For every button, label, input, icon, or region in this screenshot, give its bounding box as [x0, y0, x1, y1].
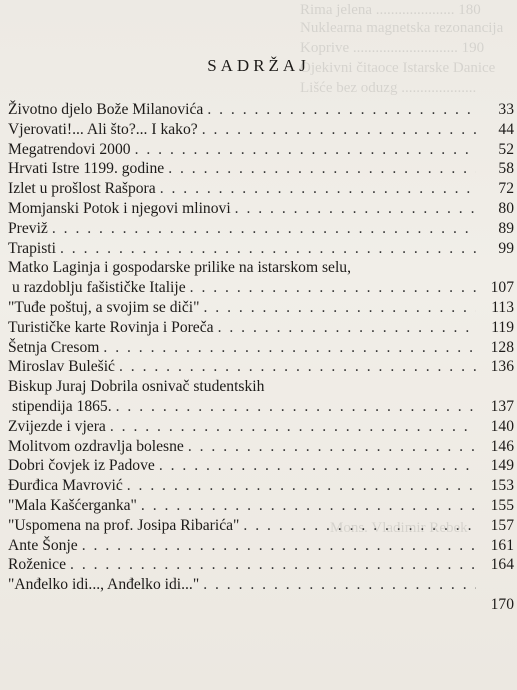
toc-entry-title: Životno djelo Bože Milanovića — [8, 101, 204, 118]
toc-entry-title: Izlet u prošlost Rašpora — [8, 180, 156, 198]
leader-dots — [135, 140, 476, 160]
leader-dots — [127, 476, 476, 496]
toc-entry-page: 155 — [490, 496, 514, 514]
toc-entry-title: Molitvom ozdravlja bolesne — [8, 437, 184, 455]
toc-entry-title-line1: Matko Laginja i gospodarske prilike na istarskom selu, — [8, 259, 351, 277]
toc-entry — [8, 239, 514, 259]
toc-entry — [8, 298, 514, 318]
toc-entry-page: 128 — [490, 338, 514, 356]
toc-entry — [8, 496, 514, 516]
leader-dots — [60, 239, 476, 259]
leader-dots — [168, 159, 476, 179]
toc-entry-page: 113 — [491, 298, 514, 316]
page-title: SADRŽAJ — [207, 56, 310, 75]
toc-entry-page: 89 — [498, 219, 514, 237]
toc-entry-title: Đurđica Mavrović — [8, 477, 123, 495]
toc-entry-page: 149 — [490, 457, 514, 475]
leader-dots — [190, 278, 476, 298]
leader-dots — [52, 219, 476, 239]
toc-entry-page: 107 — [490, 279, 514, 297]
toc-entry-page: 33 — [498, 101, 514, 118]
toc-entry — [8, 536, 514, 556]
toc-entry — [8, 278, 514, 298]
toc-entry — [8, 417, 514, 437]
leader-dots — [82, 536, 476, 556]
leader-dots — [188, 437, 476, 457]
toc-entry-title: Trapisti — [8, 239, 56, 257]
toc-entry-page: 164 — [490, 556, 514, 574]
toc-entry-title: Šetnja Cresom — [8, 338, 100, 356]
toc-entry-page: 80 — [498, 199, 514, 217]
toc-entry — [8, 159, 514, 179]
toc-entry — [8, 199, 514, 219]
leader-dots — [160, 179, 476, 199]
leader-dots — [204, 298, 477, 318]
leader-dots — [218, 318, 476, 338]
leader-dots — [119, 357, 476, 377]
toc-entry — [8, 140, 514, 160]
toc-entry-page: 157 — [490, 516, 514, 534]
toc-entry-title: Ante Šonje — [8, 536, 78, 554]
toc-entry-title: Roženice — [8, 556, 67, 574]
toc-entry — [8, 120, 514, 140]
toc-entry-title-line2: stipendija 1865. — [12, 397, 112, 415]
leader-dots — [203, 575, 476, 595]
toc-entry-page: 72 — [498, 180, 514, 198]
toc-entry-page: 153 — [490, 477, 514, 495]
toc-entry-title: Zvijezde i vjera — [8, 417, 106, 435]
toc-entry-title: Vjerovati!... Ali što?... I kako? — [8, 120, 198, 138]
toc-entry — [8, 338, 514, 358]
toc-entry — [8, 575, 514, 595]
leader-dots — [116, 397, 476, 417]
leader-dots — [207, 100, 476, 120]
toc-entry — [8, 437, 514, 457]
toc-entry — [8, 555, 514, 575]
toc-entry-page: 140 — [490, 417, 514, 435]
toc-entry — [8, 318, 514, 338]
leader-dots — [110, 417, 476, 437]
leader-dots — [243, 516, 476, 536]
toc-entry — [8, 357, 514, 377]
toc-entry-title: Previž — [8, 219, 48, 237]
toc-entry-page: 146 — [490, 437, 514, 455]
toc-entry-title: Megatrendovi 2000 — [8, 140, 131, 158]
toc-entry-page: 52 — [498, 140, 514, 158]
toc-entry — [8, 100, 514, 120]
toc-entry — [8, 219, 514, 239]
toc-entry-title: "Uspomena na prof. Josipa Ribarića" — [8, 516, 240, 534]
toc-entry-title: "Mala Kašćerganka" — [8, 496, 137, 514]
toc-entry-page: 170 — [490, 595, 514, 613]
toc-entry-page: 137 — [490, 397, 514, 415]
toc-entry-title: "Anđelko idi..., Anđelko idi..." — [8, 576, 200, 594]
toc-entry — [8, 476, 514, 496]
leader-dots — [159, 456, 476, 476]
toc-entry-title: Dobri čovjek iz Padove — [8, 457, 155, 475]
toc-entry-title-line1: Biskup Juraj Dobrila osnivač studentskih — [8, 378, 265, 396]
toc-entry — [8, 179, 514, 199]
toc-entry-page: 44 — [498, 120, 514, 138]
toc-entry-page: 161 — [490, 536, 514, 554]
leader-dots — [202, 120, 476, 140]
toc-entry-title: "Tuđe poštuj, a svojim se diči" — [8, 298, 200, 316]
toc-entry-title: Turističke karte Rovinja i Poreča — [8, 318, 214, 336]
toc-entry-title: Miroslav Bulešić — [8, 358, 115, 376]
toc-entry-title-line2: u razdoblju fašističke Italije — [12, 279, 186, 297]
toc-entry — [8, 516, 514, 536]
toc-entry — [8, 456, 514, 476]
toc-entry-page: 58 — [498, 160, 514, 178]
leader-dots — [235, 199, 476, 219]
toc-entry-page: 136 — [490, 358, 514, 376]
toc-entry-page: 99 — [498, 239, 514, 257]
toc-entry — [8, 397, 514, 417]
toc-entry-title: Momjanski Potok i njegovi mlinovi — [8, 199, 231, 217]
table-of-contents — [8, 100, 514, 615]
toc-entry-page: 119 — [491, 318, 514, 336]
leader-dots — [103, 338, 476, 358]
toc-entry-title: Hrvati Istre 1199. godine — [8, 160, 165, 178]
leader-dots — [141, 496, 476, 516]
leader-dots — [70, 555, 476, 575]
toc-trailing-page — [8, 595, 514, 615]
